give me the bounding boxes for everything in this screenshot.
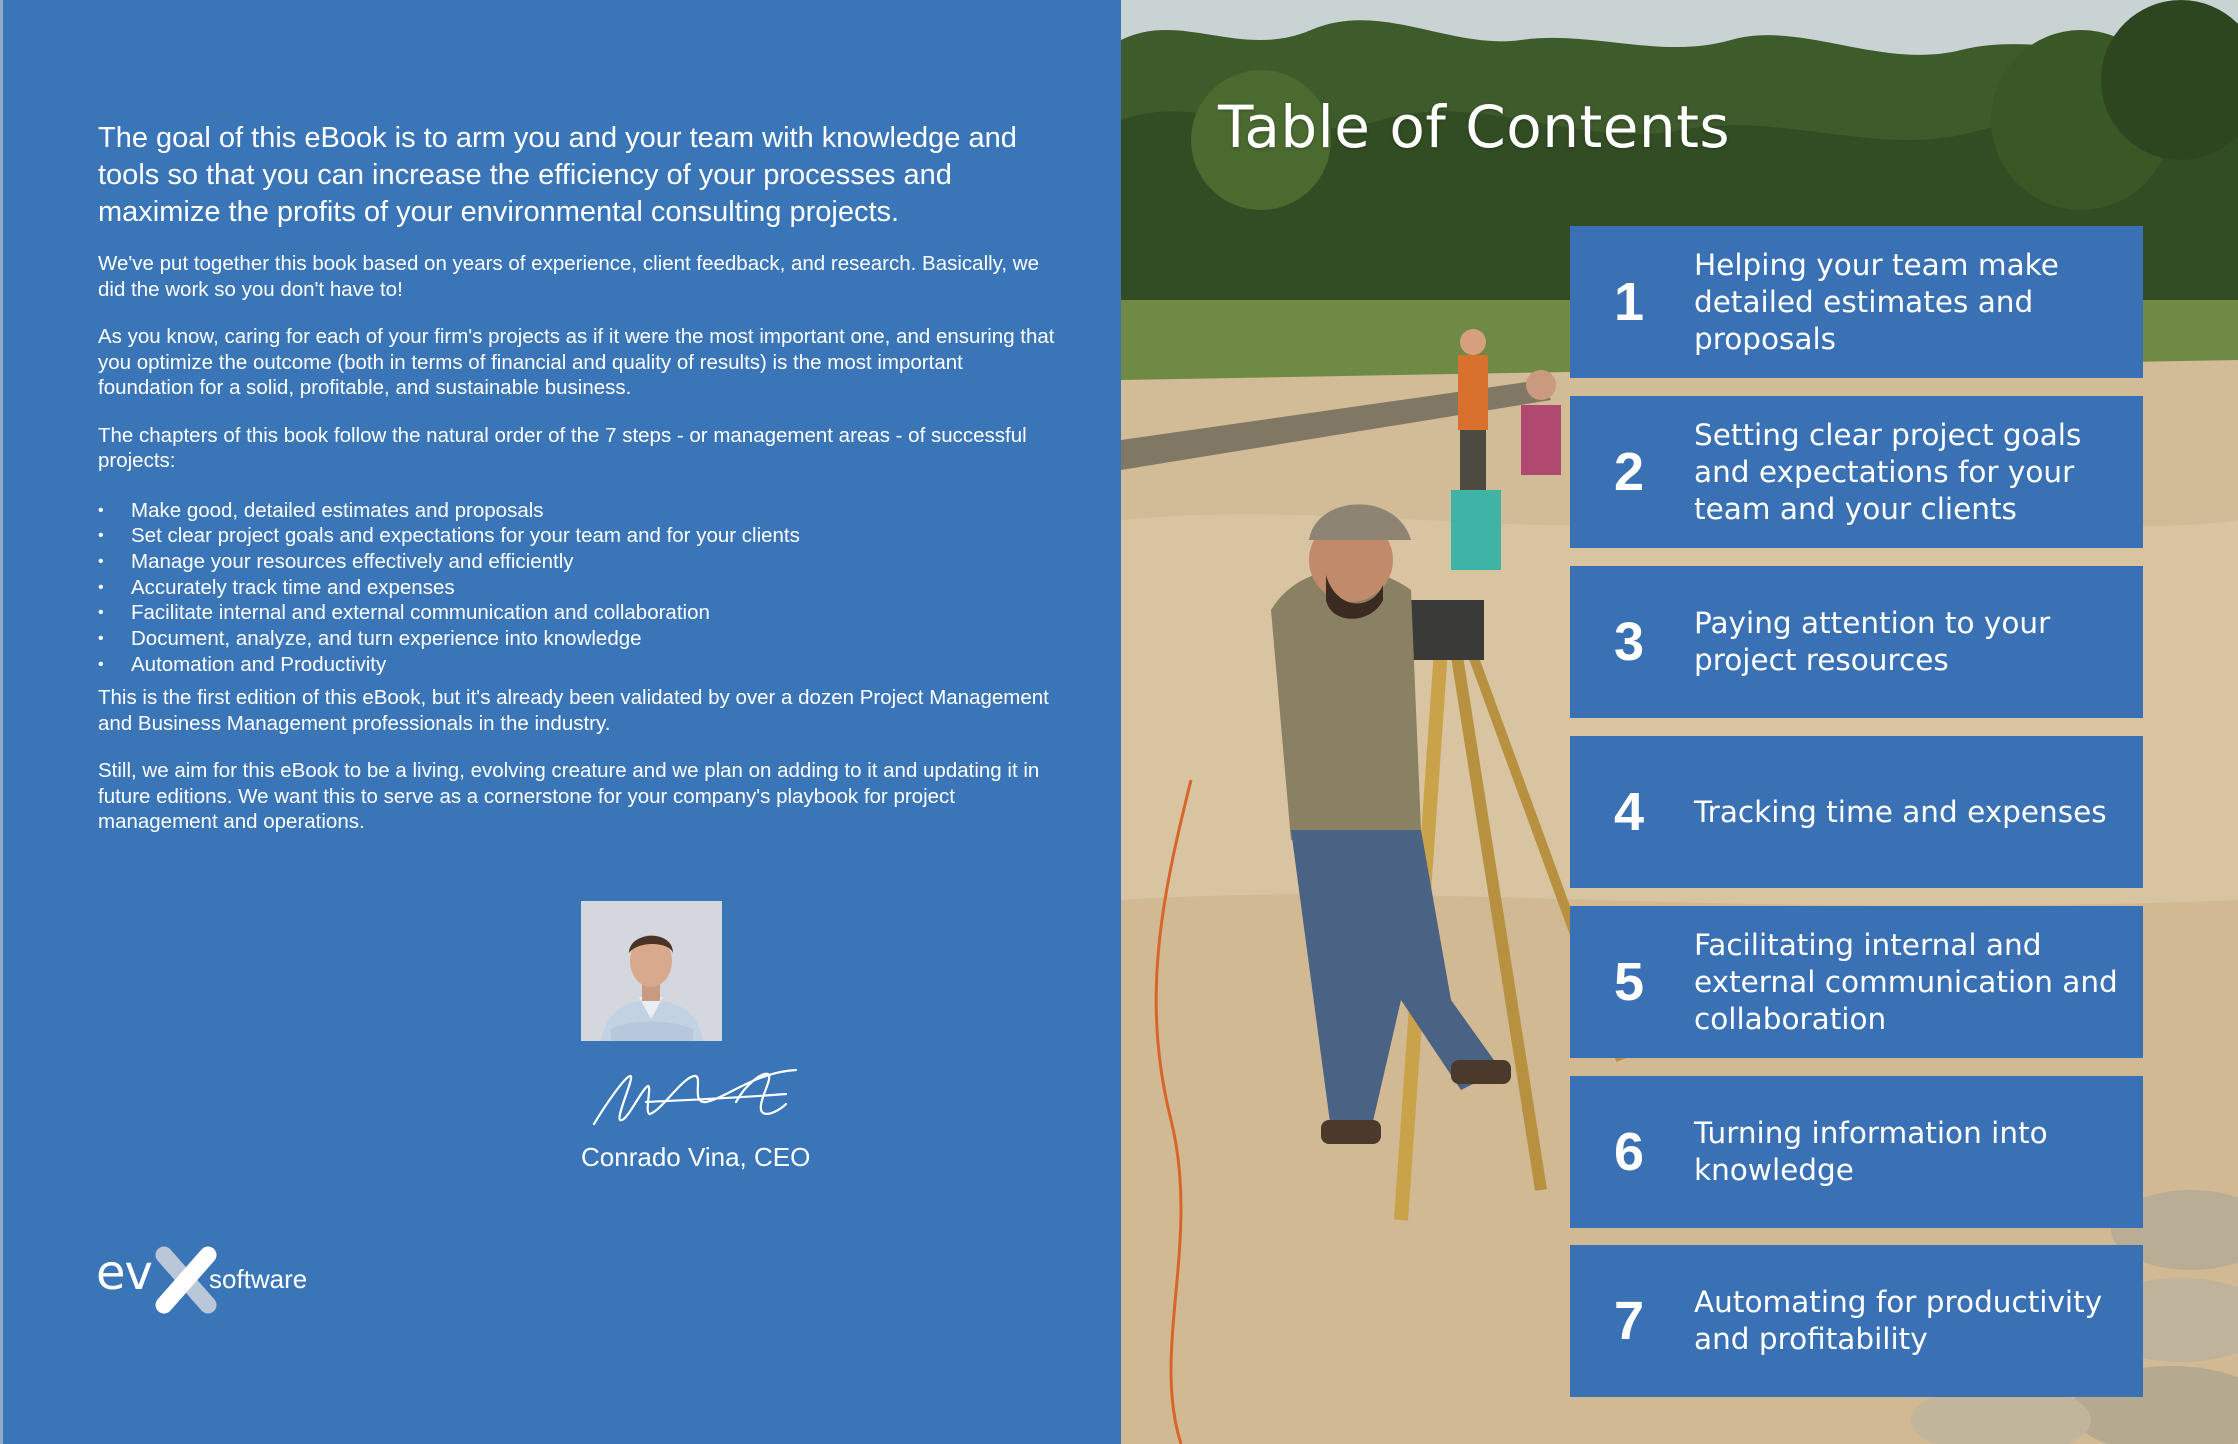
bullet-icon: • xyxy=(98,552,104,570)
toc-number: 3 xyxy=(1614,612,1645,672)
toc-label: Setting clear project goals and expectations for your team and your clients xyxy=(1694,417,2082,526)
list-item: • Facilitate internal and external communication and collaboration xyxy=(98,601,710,625)
toc-item-4[interactable] xyxy=(1570,736,2143,888)
toc-number: 6 xyxy=(1614,1122,1645,1182)
page-edge xyxy=(0,0,3,1444)
toc-label: Facilitating internal and external communication and collaboration xyxy=(1694,927,2118,1036)
toc-number: 5 xyxy=(1614,952,1645,1012)
list-item: • Manage your resources effectively and efficiently xyxy=(98,549,574,573)
signer-name: Conrado Vina, CEO xyxy=(581,1142,811,1172)
paragraph: Still, we aim for this eBook to be a living, evolving creature and we plan on adding to it and updating it in future editions. We want this to serve as a cornerstone for your company's playbook for project management and operations. xyxy=(98,759,1040,834)
signature-image xyxy=(586,1064,806,1134)
list-item: • Automation and Productivity xyxy=(98,652,387,676)
toc-number: 1 xyxy=(1614,272,1645,332)
toc-number: 4 xyxy=(1614,782,1645,842)
toc-label: Helping your team make detailed estimates and proposals xyxy=(1694,247,2059,356)
bullet-icon: • xyxy=(98,604,104,622)
toc-item-3[interactable] xyxy=(1570,566,2143,718)
bullet-icon: • xyxy=(98,578,104,596)
toc-label: Automating for productivity and profitability xyxy=(1694,1285,2103,1356)
intro-body xyxy=(98,251,1058,857)
toc-item-5[interactable] xyxy=(1570,906,2143,1058)
paragraph: As you know, caring for each of your firm's projects as if it were the most important one, and ensuring that you optimize the outcome (both in terms of financial and quality of results) is the most important foundation for a solid, profitable, and sustainable business. xyxy=(98,325,1055,399)
management-areas-list xyxy=(98,498,1058,678)
toc-title: Table of Contents xyxy=(1218,93,1731,161)
list-item: • Document, analyze, and turn experience into knowledge xyxy=(98,627,642,651)
toc-item-1[interactable] xyxy=(1570,226,2143,378)
toc-item-6[interactable] xyxy=(1570,1076,2143,1228)
intro-heading: The goal of this eBook is to arm you and your team with knowledge and tools so that you can increase the efficiency of your processes and maximize the profits of your environmental consulting projects. xyxy=(98,122,1017,228)
bullet-icon: • xyxy=(98,527,104,545)
company-logo[interactable] xyxy=(96,1245,336,1321)
toc-label: Turning information into knowledge xyxy=(1694,1116,2048,1187)
paragraph: We've put together this book based on years of experience, client feedback, and research. Basically, we did the work so you don't have to! xyxy=(98,252,1039,301)
toc-label: Paying attention to your project resources xyxy=(1694,606,2051,677)
bullet-icon: • xyxy=(98,655,104,673)
paragraph: This is the first edition of this eBook, but it's already been validated by over a dozen Project Management and Business Management professionals in the industry. xyxy=(98,686,1049,735)
toc-item-7[interactable] xyxy=(1570,1245,2143,1397)
bullet-icon: • xyxy=(98,630,104,648)
bullet-icon: • xyxy=(98,501,104,519)
list-item: • Accurately track time and expenses xyxy=(98,575,455,599)
logo-software-text: software xyxy=(209,1264,308,1294)
logo-ev-text: ev xyxy=(96,1245,152,1301)
toc-number: 7 xyxy=(1614,1291,1645,1351)
list-item: • Set clear project goals and expectations for your team and for your clients xyxy=(98,524,800,548)
paragraph: The chapters of this book follow the natural order of the 7 steps - or management areas - of successful projects: xyxy=(98,423,1027,472)
table-of-contents-page xyxy=(1121,0,2238,1444)
toc-item-2[interactable] xyxy=(1570,396,2143,548)
toc-label: Tracking time and expenses xyxy=(1694,794,2107,829)
list-item: • Make good, detailed estimates and proposals xyxy=(98,498,544,522)
ceo-portrait xyxy=(581,901,722,1041)
toc-number: 2 xyxy=(1614,442,1645,502)
